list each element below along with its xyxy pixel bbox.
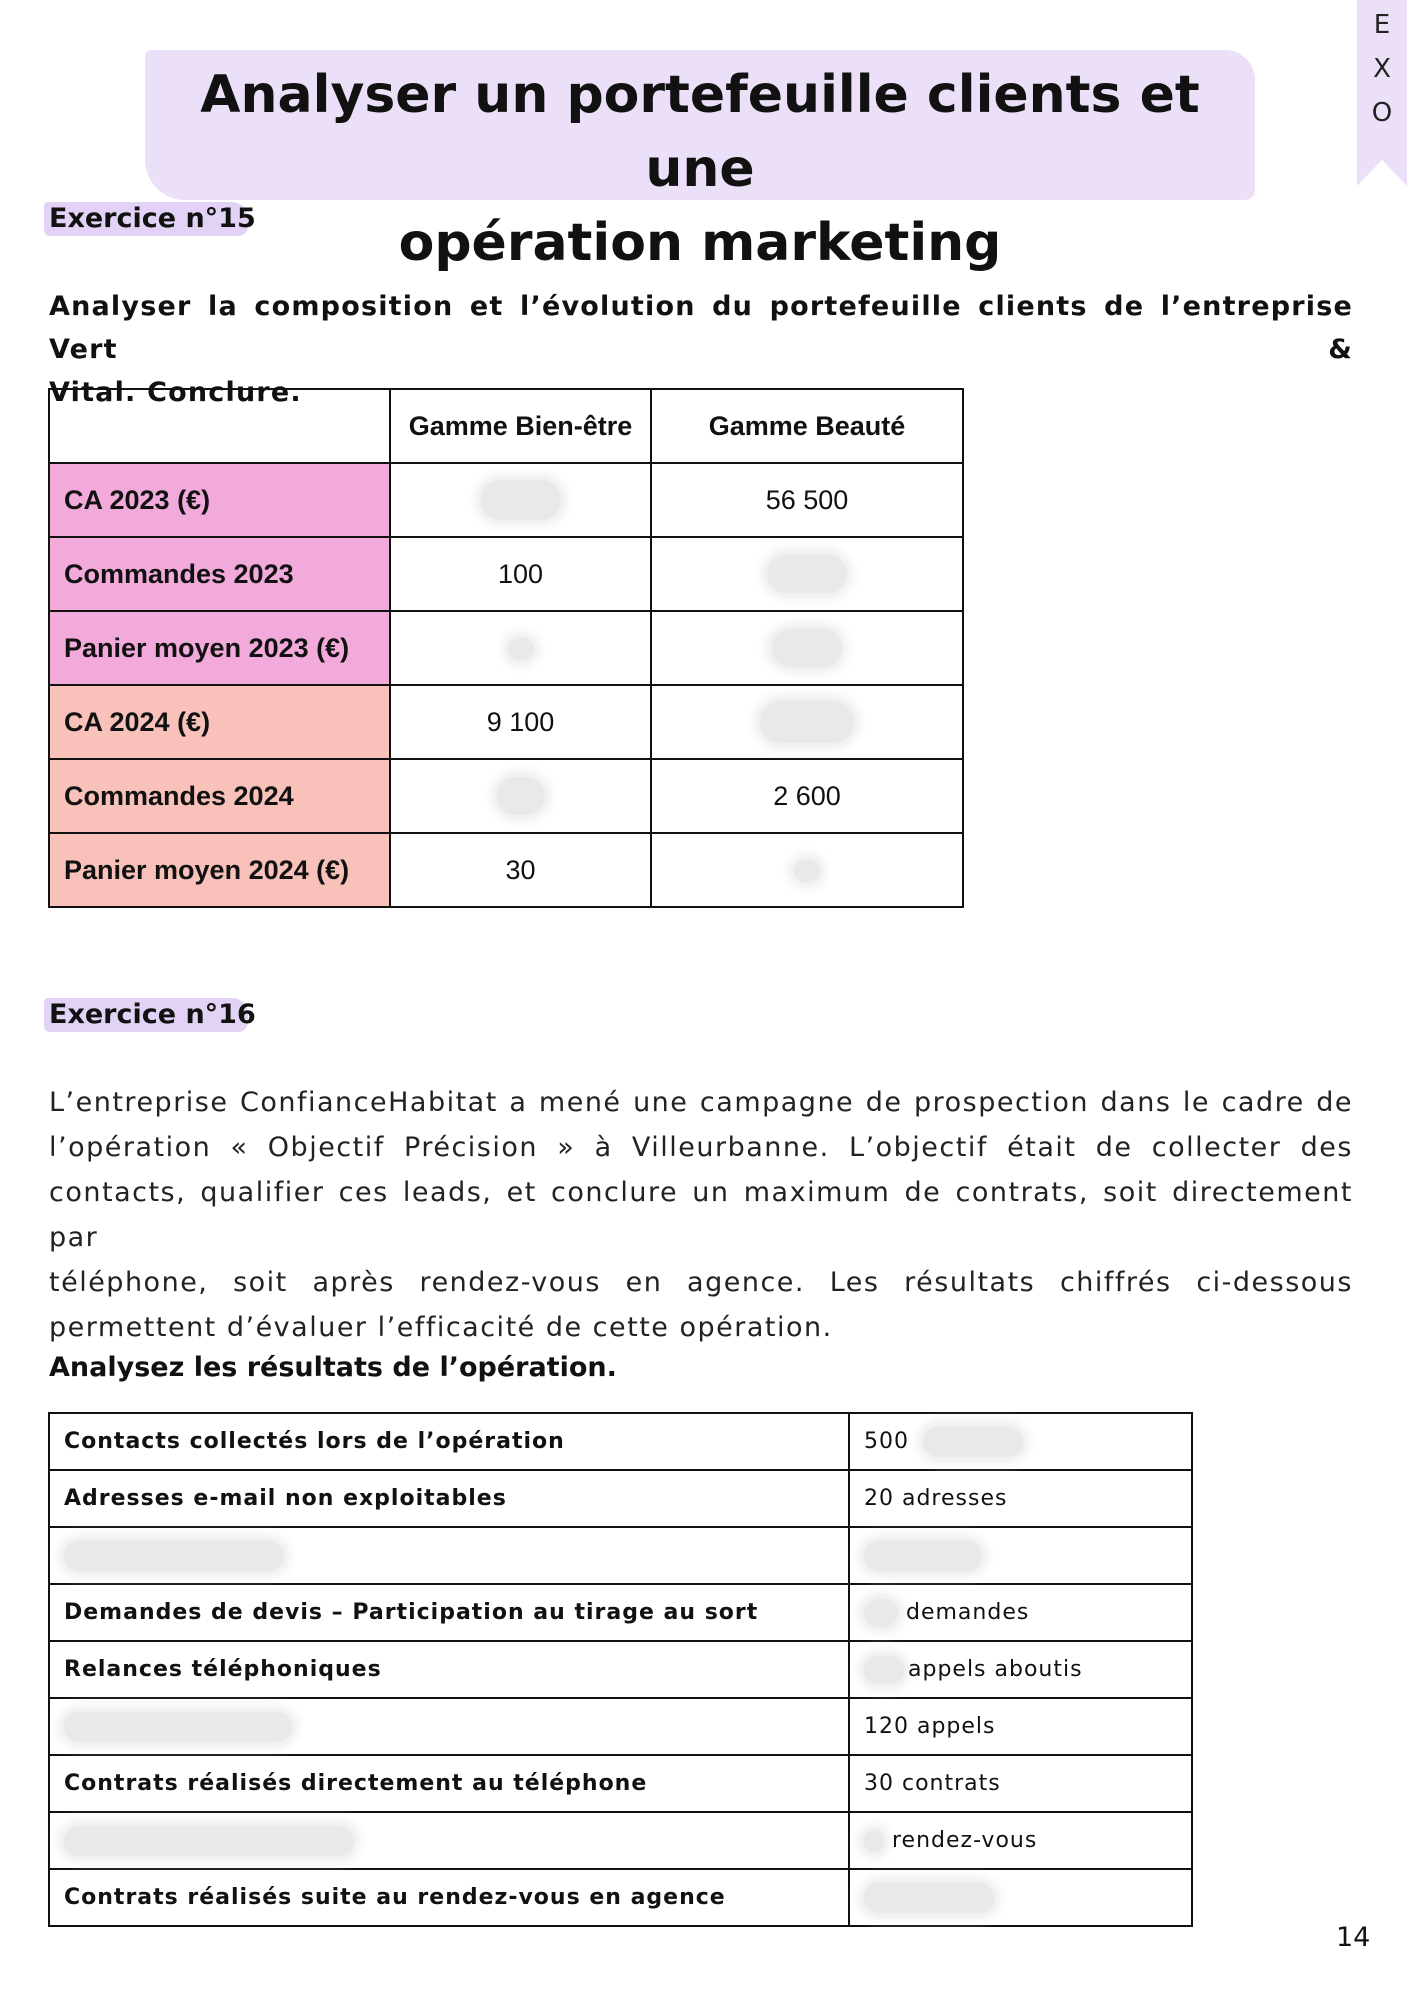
redacted-value	[864, 1656, 904, 1684]
table-row	[49, 833, 963, 907]
row-label-ca-2023: CA 2023 (€)	[49, 463, 390, 537]
row-label-panier-2023: Panier moyen 2023 (€)	[49, 611, 390, 685]
row-label-redacted	[49, 1698, 849, 1755]
cell-panier-2024-bien-etre: 30	[390, 833, 651, 907]
cell-panier-2023-bien-etre	[390, 611, 651, 685]
row-label-commandes-2024: Commandes 2024	[49, 759, 390, 833]
paragraph-line: l’opération « Objectif Précision » à Villeurbanne. L’objectif était de collecter des	[49, 1132, 1353, 1163]
exercise15-instruction-line2: Vital. Conclure.	[49, 377, 302, 408]
operation-results-table	[48, 1412, 1193, 1927]
cell-commandes-2024-bien-etre	[390, 759, 651, 833]
row-value-redacted	[849, 1527, 1192, 1584]
row-label-contacts: Contacts collectés lors de l’opération	[49, 1413, 849, 1470]
redacted-value	[767, 555, 847, 593]
row-value-appels: 120 appels	[849, 1698, 1192, 1755]
page-title	[145, 58, 1255, 280]
table-row	[49, 1413, 1192, 1470]
row-value-emails: 20 adresses	[849, 1470, 1192, 1527]
redacted-label	[64, 1541, 284, 1571]
portfolio-table	[48, 388, 964, 908]
row-value-text: 500	[864, 1428, 909, 1454]
table-row	[49, 463, 963, 537]
paragraph-line: contacts, qualifier ces leads, et conclure un maximum de contrats, soit directement par	[49, 1177, 1353, 1253]
row-value-contacts	[849, 1413, 1192, 1470]
paragraph-line: permettent d’évaluer l’efficacité de cette opération.	[49, 1312, 833, 1343]
row-label-panier-2024: Panier moyen 2024 (€)	[49, 833, 390, 907]
cell-panier-2024-beaute	[651, 833, 963, 907]
cell-commandes-2023-bien-etre: 100	[390, 537, 651, 611]
row-value-text: demandes	[906, 1599, 1030, 1625]
redacted-value	[923, 1427, 1023, 1457]
table-corner-cell	[49, 389, 390, 463]
row-label-contrats-telephone: Contrats réalisés directement au téléphone	[49, 1755, 849, 1812]
page-number: 14	[1336, 1922, 1371, 1953]
redacted-value	[760, 701, 854, 743]
cell-ca-2023-bien-etre	[390, 463, 651, 537]
cell-panier-2023-beaute	[651, 611, 963, 685]
row-value-devis	[849, 1584, 1192, 1641]
row-label-ca-2024: CA 2024 (€)	[49, 685, 390, 759]
row-label-emails: Adresses e-mail non exploitables	[49, 1470, 849, 1527]
table-row	[49, 1698, 1192, 1755]
redacted-value	[864, 1599, 898, 1627]
row-value-text: rendez-vous	[892, 1828, 1038, 1853]
cell-ca-2023-beaute: 56 500	[651, 463, 963, 537]
cell-commandes-2023-beaute	[651, 537, 963, 611]
table-row	[49, 1584, 1192, 1641]
exo-letter-x: X	[1373, 54, 1391, 84]
exo-side-tab	[1357, 0, 1407, 160]
column-header-bien-etre: Gamme Bien-être	[390, 389, 651, 463]
table-header-row	[49, 389, 963, 463]
row-label-contrats-agence: Contrats réalisés suite au rendez-vous en agence	[49, 1869, 849, 1926]
redacted-label	[64, 1712, 292, 1742]
cell-ca-2024-beaute	[651, 685, 963, 759]
row-label-redacted	[49, 1812, 849, 1869]
redacted-value	[794, 860, 820, 882]
redacted-value	[481, 480, 561, 520]
table-row	[49, 611, 963, 685]
row-value-contrats-telephone: 30 contrats	[849, 1755, 1192, 1812]
table-row	[49, 1470, 1192, 1527]
table-row	[49, 1755, 1192, 1812]
row-label-relances: Relances téléphoniques	[49, 1641, 849, 1698]
exercise16-label: Exercice n°16	[49, 999, 256, 1030]
redacted-value	[508, 638, 534, 660]
table-row	[49, 1641, 1192, 1698]
table-row	[49, 685, 963, 759]
exo-letter-e: E	[1373, 10, 1391, 40]
exercise16-paragraph	[49, 1080, 1353, 1350]
redacted-value	[772, 629, 842, 667]
cell-ca-2024-bien-etre: 9 100	[390, 685, 651, 759]
table-row	[49, 537, 963, 611]
exercise15-label: Exercice n°15	[49, 203, 256, 234]
row-label-redacted	[49, 1527, 849, 1584]
exo-letter-o: O	[1371, 98, 1393, 128]
table-row	[49, 1869, 1192, 1926]
row-label-devis: Demandes de devis – Participation au tirage au sort	[49, 1584, 849, 1641]
redacted-value	[864, 1541, 982, 1571]
page-title-line2: opération marketing	[398, 213, 1002, 273]
redacted-label	[64, 1826, 354, 1856]
row-value-text: appels aboutis	[908, 1656, 1083, 1682]
row-label-commandes-2023: Commandes 2023	[49, 537, 390, 611]
exercise16-question: Analysez les résultats de l’opération.	[49, 1352, 617, 1383]
table-row	[49, 1812, 1192, 1869]
table-row	[49, 1527, 1192, 1584]
redacted-value	[864, 1883, 994, 1913]
row-value-relances	[849, 1641, 1192, 1698]
row-value-contrats-agence	[849, 1869, 1192, 1926]
redacted-value	[864, 1830, 884, 1852]
page-title-line1: Analyser un portefeuille clients et une	[200, 65, 1200, 199]
paragraph-line: L’entreprise ConfianceHabitat a mené une campagne de prospection dans le cadre de	[49, 1087, 1353, 1118]
column-header-beaute: Gamme Beauté	[651, 389, 963, 463]
exercise15-instruction-line1: Analyser la composition et l’évolution du portefeuille clients de l’entreprise Vert &	[49, 291, 1353, 365]
table-row	[49, 759, 963, 833]
redacted-value	[497, 777, 545, 815]
cell-commandes-2024-beaute: 2 600	[651, 759, 963, 833]
row-value-rendez-vous	[849, 1812, 1192, 1869]
paragraph-line: téléphone, soit après rendez-vous en agence. Les résultats chiffrés ci-dessous	[49, 1267, 1353, 1298]
